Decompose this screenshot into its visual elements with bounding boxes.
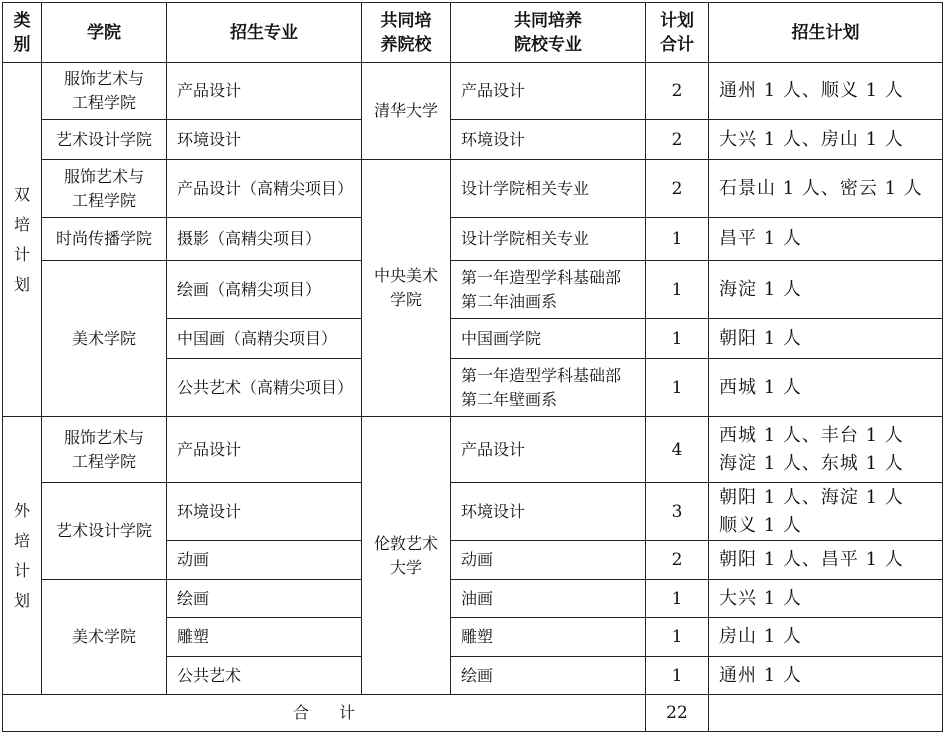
plan-total-cell: 1 (646, 218, 709, 261)
major-cell: 中国画（高精尖项目） (167, 319, 362, 359)
table-row (3, 580, 943, 618)
plan-total-cell: 4 (646, 417, 709, 483)
plan-total-cell: 1 (646, 319, 709, 359)
header-major: 招生专业 (167, 3, 362, 63)
plan-cell: 海淀 1 人 (709, 261, 943, 319)
plan-cell: 通州 1 人、顺义 1 人 (709, 63, 943, 120)
table-row (3, 417, 943, 483)
plan-cell: 大兴 1 人、房山 1 人 (709, 120, 943, 160)
group-dual-training: 双 培 计 划 (3, 63, 42, 417)
major-cell: 雕塑 (167, 618, 362, 657)
major-cell: 环境设计 (167, 120, 362, 160)
header-category: 类 别 (3, 3, 42, 63)
summary-total: 22 (646, 695, 709, 732)
partner-major-cell: 油画 (451, 580, 646, 618)
summary-plan (709, 695, 943, 732)
header-college: 学院 (42, 3, 167, 63)
group-external-training: 外 培 计 划 (3, 417, 42, 695)
plan-total-cell: 1 (646, 618, 709, 657)
table-row (3, 261, 943, 319)
summary-row (3, 695, 943, 732)
major-cell: 产品设计 (167, 63, 362, 120)
partner-major-cell: 设计学院相关专业 (451, 160, 646, 218)
partner-major-cell: 中国画学院 (451, 319, 646, 359)
plan-total-cell: 2 (646, 120, 709, 160)
plan-total-cell: 2 (646, 541, 709, 580)
plan-cell: 西城 1 人、丰台 1 人 海淀 1 人、东城 1 人 (709, 417, 943, 483)
plan-total-cell: 1 (646, 580, 709, 618)
table-row (3, 483, 943, 541)
partner-major-cell: 第一年造型学科基础部 第二年壁画系 (451, 359, 646, 417)
header-plan: 招生计划 (709, 3, 943, 63)
plan-cell: 房山 1 人 (709, 618, 943, 657)
partner-major-cell: 产品设计 (451, 63, 646, 120)
partner-major-cell: 绘画 (451, 657, 646, 695)
major-cell: 绘画（高精尖项目） (167, 261, 362, 319)
plan-cell: 朝阳 1 人、海淀 1 人 顺义 1 人 (709, 483, 943, 541)
header-row (3, 3, 943, 63)
plan-cell: 昌平 1 人 (709, 218, 943, 261)
plan-total-cell: 1 (646, 359, 709, 417)
major-cell: 产品设计 (167, 417, 362, 483)
header-plan-total: 计划 合计 (646, 3, 709, 63)
college-cell: 美术学院 (42, 261, 167, 417)
major-cell: 公共艺术（高精尖项目） (167, 359, 362, 417)
plan-cell: 石景山 1 人、密云 1 人 (709, 160, 943, 218)
plan-total-cell: 2 (646, 160, 709, 218)
partner-school-cell: 伦敦艺术 大学 (362, 417, 451, 695)
college-cell: 时尚传播学院 (42, 218, 167, 261)
table-row (3, 218, 943, 261)
plan-cell: 朝阳 1 人、昌平 1 人 (709, 541, 943, 580)
major-cell: 动画 (167, 541, 362, 580)
major-cell: 公共艺术 (167, 657, 362, 695)
header-partner-school: 共同培 养院校 (362, 3, 451, 63)
partner-major-cell: 雕塑 (451, 618, 646, 657)
plan-total-cell: 1 (646, 657, 709, 695)
partner-major-cell: 第一年造型学科基础部 第二年油画系 (451, 261, 646, 319)
major-cell: 摄影（高精尖项目） (167, 218, 362, 261)
header-partner-major: 共同培养 院校专业 (451, 3, 646, 63)
major-cell: 环境设计 (167, 483, 362, 541)
plan-cell: 大兴 1 人 (709, 580, 943, 618)
college-cell: 服饰艺术与 工程学院 (42, 417, 167, 483)
college-cell: 服饰艺术与 工程学院 (42, 63, 167, 120)
partner-major-cell: 设计学院相关专业 (451, 218, 646, 261)
plan-total-cell: 2 (646, 63, 709, 120)
partner-major-cell: 环境设计 (451, 483, 646, 541)
partner-major-cell: 产品设计 (451, 417, 646, 483)
summary-label: 合计 (3, 695, 646, 732)
partner-school-cell: 清华大学 (362, 63, 451, 160)
major-cell: 绘画 (167, 580, 362, 618)
partner-major-cell: 环境设计 (451, 120, 646, 160)
plan-total-cell: 3 (646, 483, 709, 541)
partner-major-cell: 动画 (451, 541, 646, 580)
college-cell: 艺术设计学院 (42, 120, 167, 160)
table-row (3, 160, 943, 218)
college-cell: 美术学院 (42, 580, 167, 695)
table-row (3, 63, 943, 120)
major-cell: 产品设计（高精尖项目） (167, 160, 362, 218)
enrollment-plan-table (2, 2, 943, 732)
plan-cell: 西城 1 人 (709, 359, 943, 417)
plan-cell: 朝阳 1 人 (709, 319, 943, 359)
college-cell: 艺术设计学院 (42, 483, 167, 580)
plan-total-cell: 1 (646, 261, 709, 319)
partner-school-cell: 中央美术 学院 (362, 160, 451, 417)
table-row (3, 120, 943, 160)
college-cell: 服饰艺术与 工程学院 (42, 160, 167, 218)
plan-cell: 通州 1 人 (709, 657, 943, 695)
